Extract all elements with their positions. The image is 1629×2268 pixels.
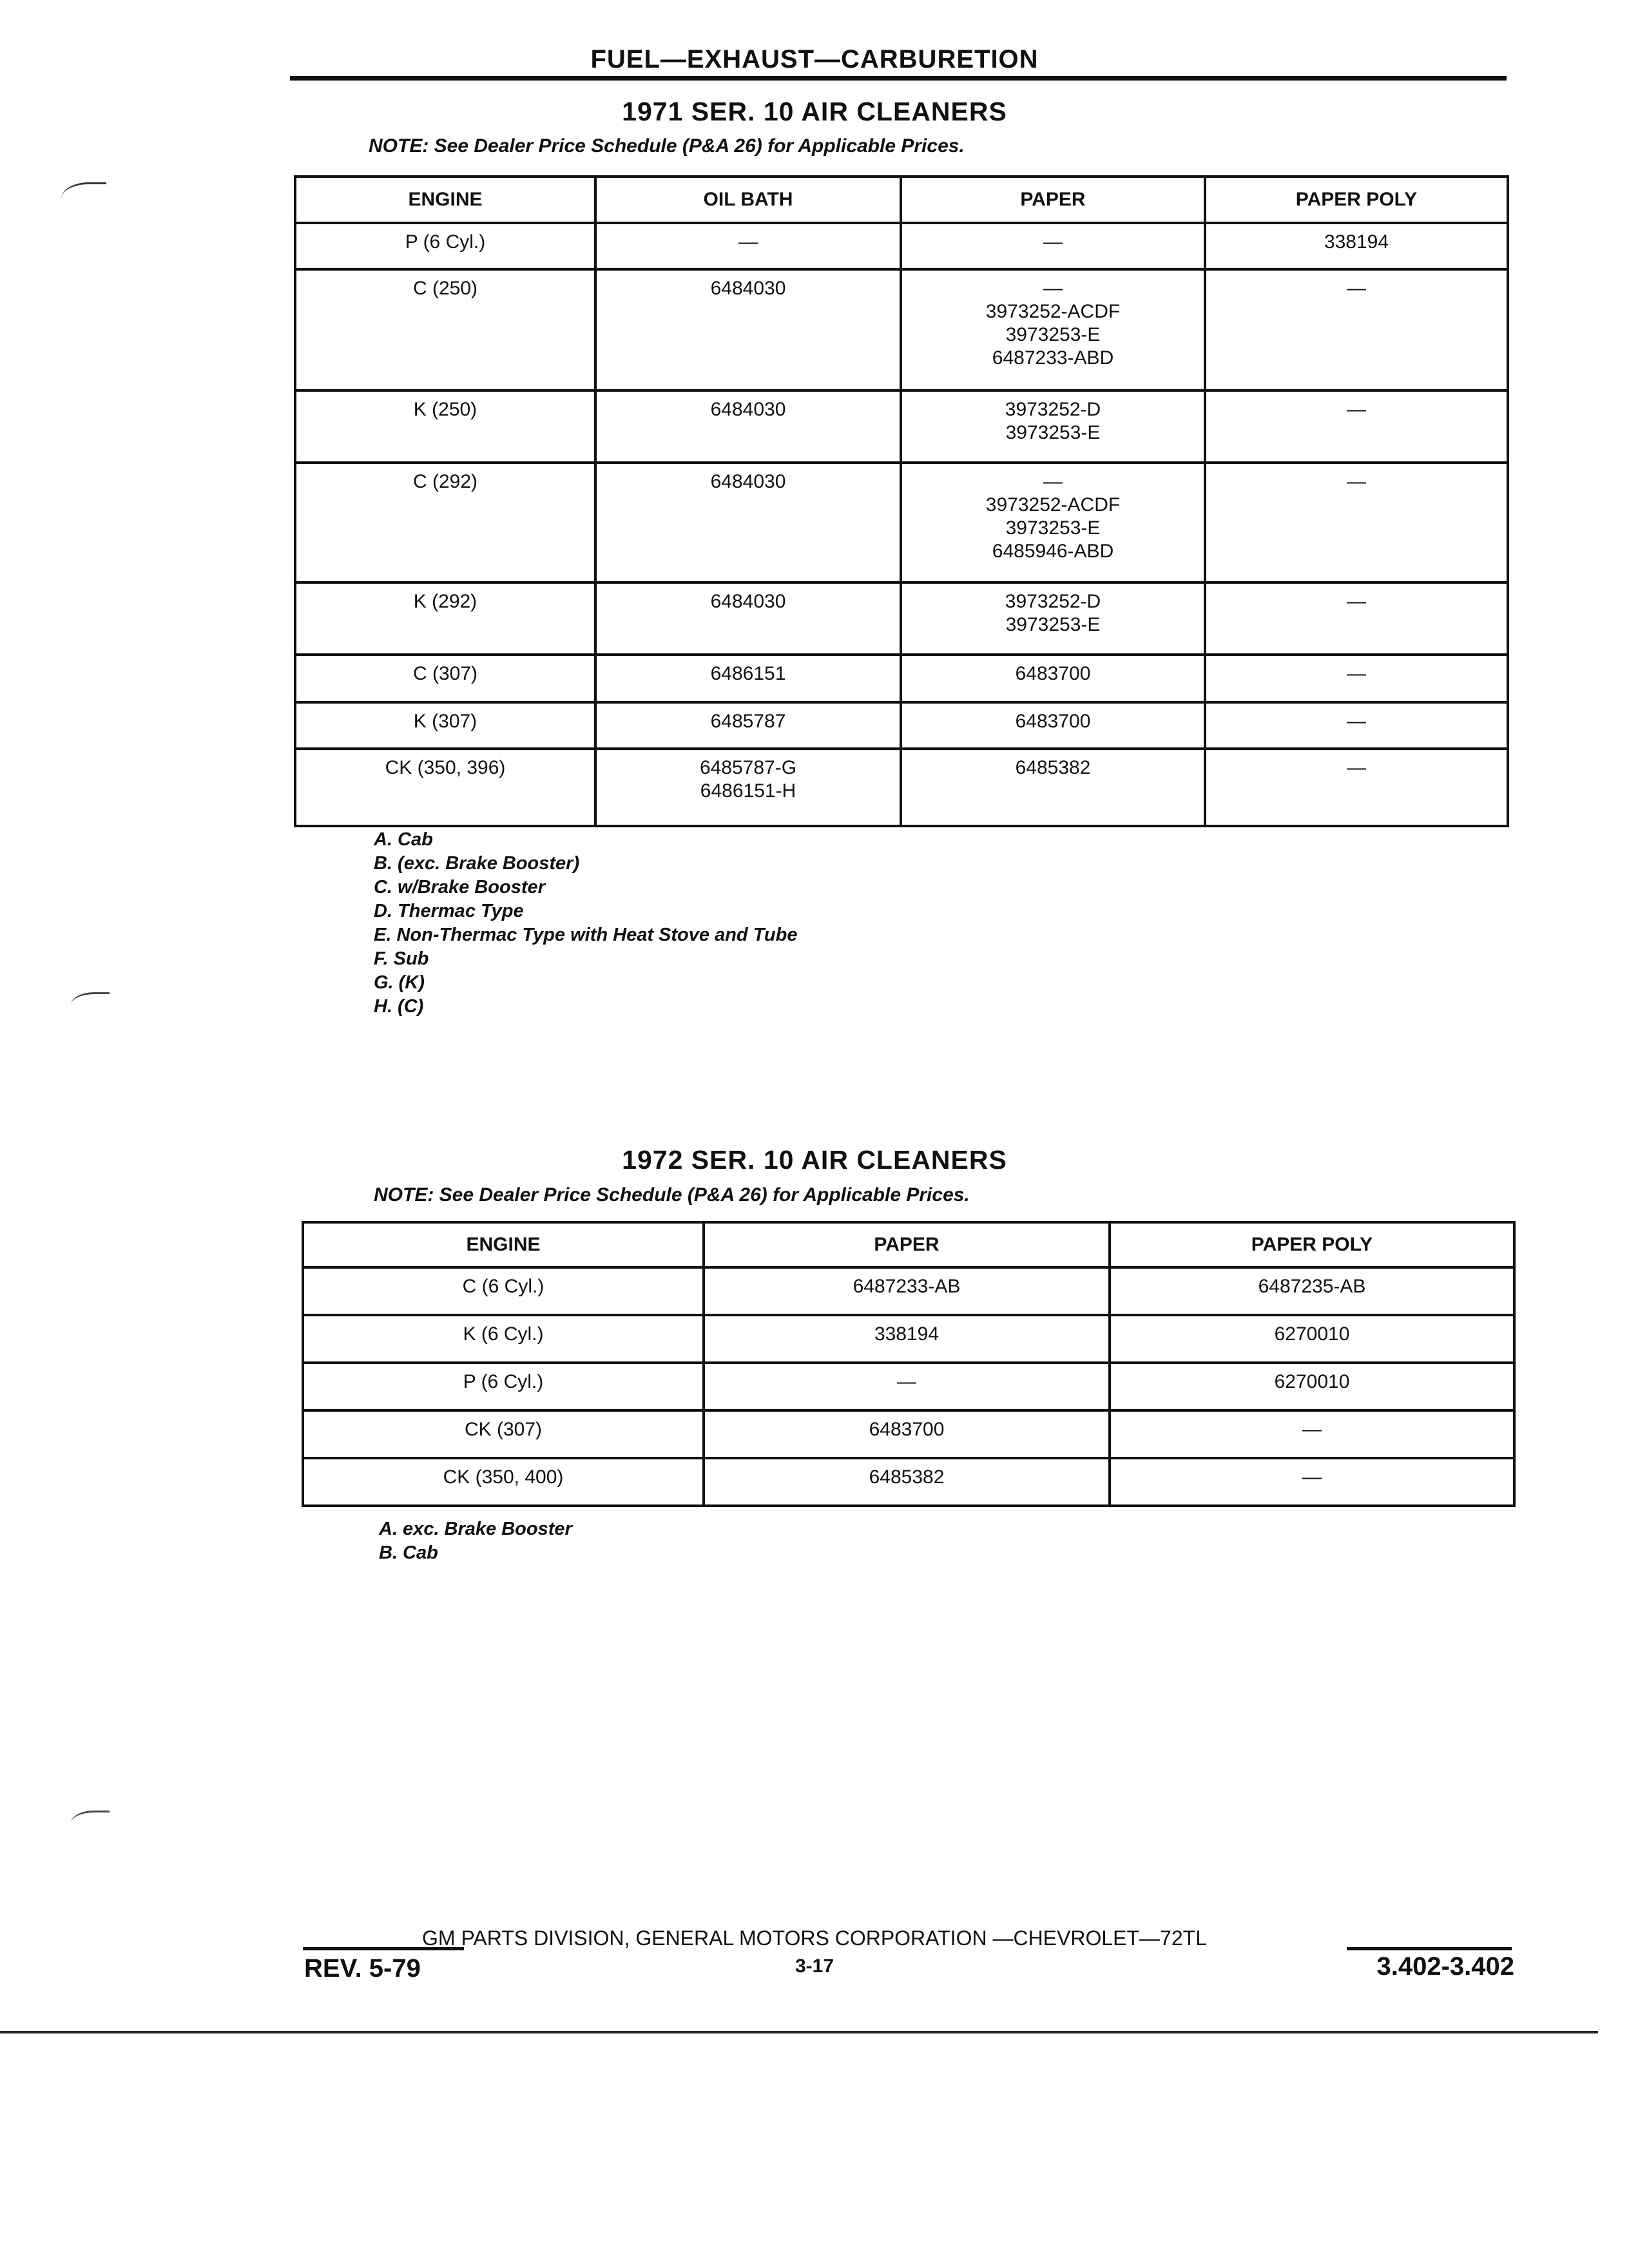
oil-bath-cell (595, 655, 901, 702)
paper-cell (901, 655, 1205, 702)
paper-value: — (1043, 278, 1063, 299)
table-row (303, 1315, 1514, 1363)
table-row (303, 1458, 1514, 1506)
scan-mark (71, 992, 110, 1014)
paper-cell: — (704, 1363, 1110, 1410)
section-title: FUEL—EXHAUST—CARBURETION (590, 45, 1039, 73)
paper-value: 6483700 (1015, 711, 1091, 732)
oil-bath-cell (595, 390, 901, 463)
footnote: D. Thermac Type (374, 901, 524, 921)
paper-value: 3973253-E (1005, 614, 1101, 635)
paper-cell: 6485382 (704, 1458, 1110, 1506)
table-row (295, 463, 1508, 582)
engine-cell: K (6 Cyl.) (303, 1315, 704, 1363)
column-header-paper: PAPER (704, 1222, 1110, 1267)
oil-bath-cell (595, 463, 901, 582)
paper-poly-cell: — (1110, 1458, 1514, 1506)
oil-bath-value: 6484030 (710, 591, 786, 612)
table-1971-footnotes (374, 828, 797, 1019)
paper-value: 6483700 (1015, 663, 1091, 684)
table-1972-note: NOTE: See Dealer Price Schedule (P&A 26) for Applicable Prices. (374, 1184, 970, 1206)
paper-poly-cell: 6270010 (1110, 1315, 1514, 1363)
footnote: F. Sub (374, 948, 429, 969)
engine-cell: C (6 Cyl.) (303, 1267, 704, 1315)
paper-poly-cell: 6487235-AB (1110, 1267, 1514, 1315)
engine-cell: K (292) (295, 582, 595, 655)
paper-cell (901, 390, 1205, 463)
paper-poly-cell: — (1205, 749, 1508, 826)
scan-mark (71, 1811, 110, 1832)
oil-bath-value: 6484030 (710, 278, 786, 299)
paper-value: — (1043, 231, 1063, 253)
paper-value: 3973252-ACDF (985, 301, 1121, 322)
paper-poly-cell: 6270010 (1110, 1363, 1514, 1410)
footnote: A. Cab (374, 829, 433, 850)
paper-cell (901, 702, 1205, 749)
engine-cell: K (307) (295, 702, 595, 749)
header-rule (290, 76, 1507, 81)
footnote: H. (C) (374, 996, 424, 1017)
footnote: C. w/Brake Booster (374, 877, 545, 898)
paper-cell (901, 269, 1205, 390)
table-row (295, 582, 1508, 655)
table-row (295, 655, 1508, 702)
column-header-oil-bath: OIL BATH (595, 177, 901, 223)
paper-poly-cell: — (1205, 390, 1508, 463)
table-1971-note: NOTE: See Dealer Price Schedule (P&A 26) for Applicable Prices. (369, 135, 965, 157)
paper-value: 3973253-E (1005, 422, 1101, 443)
paper-cell (901, 463, 1205, 582)
oil-bath-cell (595, 749, 901, 826)
engine-cell: P (6 Cyl.) (295, 223, 595, 269)
table-1972 (302, 1221, 1516, 1507)
column-header-engine: ENGINE (303, 1222, 704, 1267)
engine-cell: C (292) (295, 463, 595, 582)
paper-value: 3973253-E (1005, 324, 1101, 345)
paper-cell (901, 223, 1205, 269)
table-row (303, 1267, 1514, 1315)
paper-cell (901, 582, 1205, 655)
paper-cell: 6487233-AB (704, 1267, 1110, 1315)
paper-poly-cell: — (1205, 582, 1508, 655)
footnote: B. (exc. Brake Booster) (374, 853, 580, 874)
footnote: G. (K) (374, 972, 425, 993)
footer-division-text: GM PARTS DIVISION, GENERAL MOTORS CORPORATION —CHEVROLET—72TL (422, 1927, 1207, 1950)
table-1971 (294, 175, 1509, 827)
engine-cell: CK (350, 400) (303, 1458, 704, 1506)
scan-mark (61, 182, 106, 210)
oil-bath-cell (595, 223, 901, 269)
oil-bath-cell (595, 702, 901, 749)
table-1972-title: 1972 SER. 10 AIR CLEANERS (622, 1145, 1007, 1175)
paper-poly-cell: — (1205, 702, 1508, 749)
paper-cell: 338194 (704, 1315, 1110, 1363)
table-header-row (303, 1222, 1514, 1267)
table-row (295, 390, 1508, 463)
table-row (295, 749, 1508, 826)
table-row (303, 1363, 1514, 1410)
table-row (303, 1410, 1514, 1458)
paper-value: 3973252-ACDF (985, 494, 1121, 515)
paper-poly-cell: — (1110, 1410, 1514, 1458)
oil-bath-value: — (738, 231, 758, 253)
paper-poly-cell: 338194 (1205, 223, 1508, 269)
table-header-row (295, 177, 1508, 223)
oil-bath-cell (595, 269, 901, 390)
paper-poly-cell: — (1205, 463, 1508, 582)
revision-label: REV. 5-79 (304, 1954, 421, 1983)
paper-cell: 6483700 (704, 1410, 1110, 1458)
column-header-paper-poly: PAPER POLY (1205, 177, 1508, 223)
engine-cell: C (307) (295, 655, 595, 702)
paper-value: 3973252-D (1005, 591, 1101, 612)
oil-bath-value: 6486151 (710, 663, 786, 684)
engine-cell: CK (350, 396) (295, 749, 595, 826)
table-row (295, 269, 1508, 390)
oil-bath-value: 6485787-G (699, 757, 797, 778)
paper-cell (901, 749, 1205, 826)
oil-bath-value: 6486151-H (700, 780, 796, 802)
paper-value: 3973252-D (1005, 399, 1101, 420)
engine-cell: C (250) (295, 269, 595, 390)
page-number: 3-17 (795, 1956, 834, 1977)
paper-poly-cell: — (1205, 655, 1508, 702)
engine-cell: K (250) (295, 390, 595, 463)
bottom-rule (0, 2031, 1598, 2033)
paper-value: 6487233-ABD (992, 347, 1114, 369)
section-reference: 3.402-3.402 (1376, 1952, 1514, 1981)
column-header-engine: ENGINE (295, 177, 595, 223)
oil-bath-value: 6484030 (710, 471, 786, 492)
paper-value: 6485382 (1015, 757, 1091, 778)
engine-cell: CK (307) (303, 1410, 704, 1458)
paper-value: 6485946-ABD (992, 541, 1114, 562)
oil-bath-value: 6485787 (710, 711, 786, 732)
paper-value: 3973253-E (1005, 517, 1101, 539)
oil-bath-cell (595, 582, 901, 655)
column-header-paper: PAPER (901, 177, 1205, 223)
table-1972-footnotes (379, 1517, 572, 1565)
oil-bath-value: 6484030 (710, 399, 786, 420)
engine-cell: P (6 Cyl.) (303, 1363, 704, 1410)
column-header-paper-poly: PAPER POLY (1110, 1222, 1514, 1267)
table-row (295, 223, 1508, 269)
footnote: B. Cab (379, 1542, 438, 1563)
footnote: A. exc. Brake Booster (379, 1519, 572, 1539)
paper-value: — (1043, 471, 1063, 492)
paper-poly-cell: — (1205, 269, 1508, 390)
table-row (295, 702, 1508, 749)
footnote: E. Non-Thermac Type with Heat Stove and Tube (374, 925, 798, 945)
table-1971-title: 1971 SER. 10 AIR CLEANERS (622, 97, 1007, 126)
